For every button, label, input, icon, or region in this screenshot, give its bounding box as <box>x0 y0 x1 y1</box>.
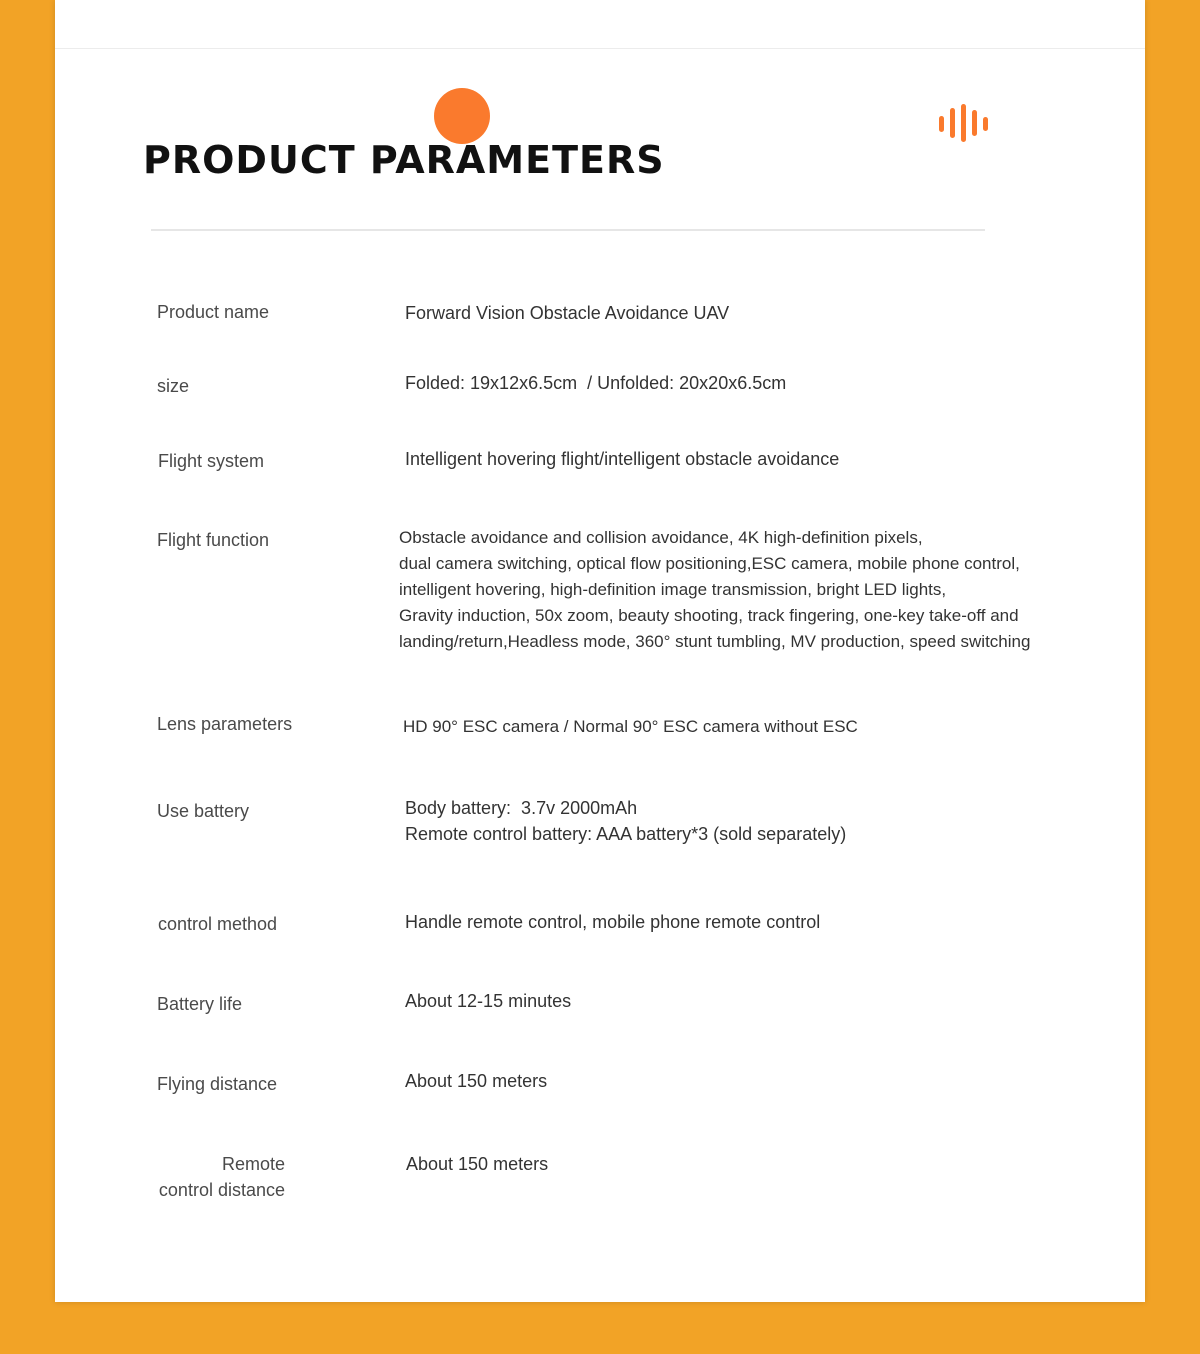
param-value-flight-function <box>399 525 1119 655</box>
param-value-lens-parameters: HD 90° ESC camera / Normal 90° ESC camera without ESC <box>403 717 858 736</box>
param-label-product-name: Product name <box>157 302 270 322</box>
card-top-line <box>55 48 1145 49</box>
param-label-flight-function: Flight function <box>157 530 270 550</box>
param-value-flight-system: Intelligent hovering flight/intelligent obstacle avoidance <box>405 449 840 469</box>
page-title: PRODUCT PARAMETERS <box>143 138 665 182</box>
remote-label-line: Remote <box>221 1154 285 1174</box>
flight-function-line: intelligent hovering, high-definition image transmission, bright LED lights, <box>399 580 947 599</box>
battery-line-body: Body battery: 3.7v 2000mAh <box>405 798 638 818</box>
param-label-control-method: control method <box>158 914 278 934</box>
sound-wave-icon <box>939 104 991 144</box>
battery-line-remote: Remote control battery: AAA battery*3 (sold separately) <box>405 824 847 844</box>
param-label-lens-parameters: Lens parameters <box>157 714 293 734</box>
param-value-remote-control-distance: About 150 meters <box>406 1154 549 1174</box>
param-label-size: size <box>157 376 190 396</box>
param-label-flight-system: Flight system <box>158 451 265 471</box>
flight-function-line: Gravity induction, 50x zoom, beauty shooting, track fingering, one-key take-off and <box>399 606 1019 625</box>
param-value-product-name: Forward Vision Obstacle Avoidance UAV <box>405 303 730 323</box>
param-value-flying-distance: About 150 meters <box>405 1071 548 1091</box>
title-divider <box>151 229 985 231</box>
param-label-remote-control-distance <box>135 1151 285 1203</box>
orange-dot-decoration <box>434 88 490 144</box>
flight-function-line: landing/return,Headless mode, 360° stunt tumbling, MV production, speed switching <box>399 632 1031 651</box>
flight-function-line: dual camera switching, optical flow positioning,ESC camera, mobile phone control, <box>399 554 1020 573</box>
param-label-use-battery: Use battery <box>157 801 250 821</box>
param-value-size: Folded: 19x12x6.5cm / Unfolded: 20x20x6.5cm <box>405 373 787 393</box>
parameters-card <box>55 0 1145 1302</box>
param-value-control-method: Handle remote control, mobile phone remote control <box>405 912 821 932</box>
remote-label-line: control distance <box>158 1180 285 1200</box>
param-label-battery-life: Battery life <box>157 994 243 1014</box>
param-label-flying-distance: Flying distance <box>157 1074 278 1094</box>
param-value-battery-life: About 12-15 minutes <box>405 991 572 1011</box>
flight-function-line: Obstacle avoidance and collision avoidance, 4K high-definition pixels, <box>399 528 923 547</box>
param-value-use-battery <box>405 795 1105 847</box>
